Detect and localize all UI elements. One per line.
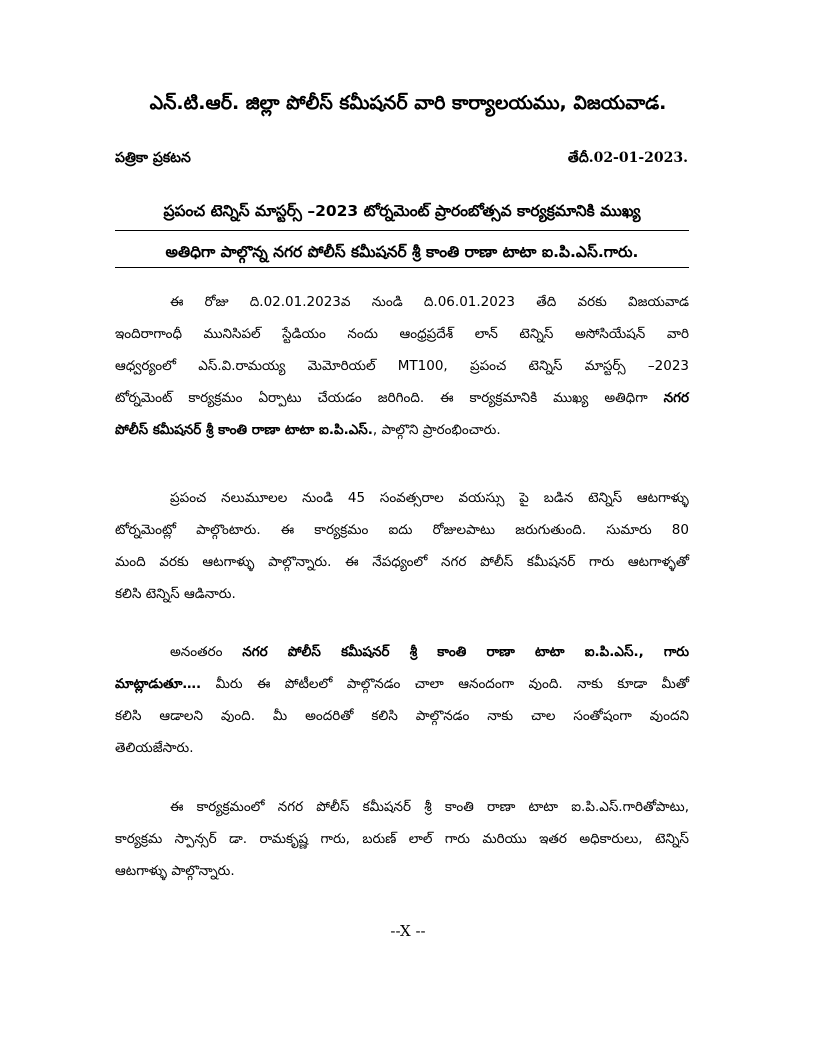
paragraph-line: టోర్నమెంట్లో పాల్గొంటారు. ఈ కార్యక్రమం ఐదు రోజులపాటు జరుగుతుంది. సుమారు 80 bbox=[115, 522, 689, 538]
paragraph-bold-text: మాట్లాడుతూ…. bbox=[115, 676, 202, 692]
paragraph-text: టోర్నమెంట్ కార్యక్రమం ఏర్పాటు చేయడం జరిగింది. ఈ కార్యక్రమానికి ముఖ్య అతిధిగా bbox=[115, 390, 664, 406]
paragraph-bold-text: నగర bbox=[663, 390, 689, 406]
paragraph-line: ప్రపంచ నలుమూలల నుండి 45 సంవత్సరాల వయస్సు పై బడిన టెన్నిస్ ఆటగాళ్ళు bbox=[170, 490, 689, 506]
paragraph-text: మీరు ఈ పోటీలలో పాల్గొనడం చాలా ఆనందంగా వుంది. నాకు కూడా మీతో bbox=[201, 676, 689, 692]
paragraph-line: కలిసి టెన్నిస్ ఆడినారు. bbox=[115, 586, 236, 602]
press-date: తేదీ.02-01-2023. bbox=[567, 150, 688, 166]
paragraph-line: ఆటగాళ్ళు పాల్గొన్నారు. bbox=[115, 863, 235, 879]
paragraph-line: మంది వరకు ఆటగాళ్ళు పాల్గొన్నారు. ఈ నేపధ్యంలో నగర పోలీస్ కమీషనర్ గారు ఆటగాళ్ళతో bbox=[115, 554, 689, 570]
paragraph-line: ఇందిరాగాంధీ మునిసిపల్ స్టేడియం నందు ఆంధ్రప్రదేశ్ లాన్ టెన్నిస్ అసోసియేషన్ వారి bbox=[115, 326, 689, 342]
headline-underline-1 bbox=[115, 230, 689, 231]
paragraph-line: కలిసి ఆడాలని వుంది. మీ అందరితో కలిసి పాల్గొనడం నాకు చాల సంతోషంగా వుందని bbox=[115, 708, 689, 724]
office-title: ఎన్.టి.ఆర్. జిల్లా పోలీస్ కమీషనర్ వారి కార్యాలయము, విజయవాడ. bbox=[149, 92, 667, 114]
headline-underline-2 bbox=[115, 267, 689, 268]
paragraph-line: ఆధ్వర్యంలో ఎస్.వి.రామయ్య మెమోరియల్ MT100, ప్రపంచ టెన్నిస్ మాస్టర్స్ –2023 bbox=[115, 358, 689, 374]
commissioner-name: పోలీస్ కమీషనర్ శ్రీ కాంతి రాణా టాటా ఐ.పి.ఎస్. bbox=[115, 422, 373, 438]
press-release-label: పత్రికా ప్రకటన bbox=[115, 150, 191, 166]
paragraph-line: ఈ కార్యక్రమంలో నగర పోలీస్ కమీషనర్ శ్రీ కాంతి రాణా టాటా ఐ.పి.ఎస్.గారితోపాటు, bbox=[170, 799, 689, 815]
paragraph-line bbox=[115, 420, 689, 440]
commissioner-name: నగర పోలీస్ కమీషనర్ శ్రీ కాంతి రాణా టాటా ఐ.పి.ఎస్., గారు bbox=[242, 644, 689, 660]
paragraph-line: ఈ రోజు ది.02.01.2023వ నుండి ది.06.01.2023 తేది వరకు విజయవాడ bbox=[170, 294, 689, 310]
paragraph-text: , పాల్గొని ప్రారంభించారు. bbox=[372, 422, 501, 438]
paragraph-text: అనంతరం bbox=[170, 644, 243, 660]
closing-mark: --X -- bbox=[390, 922, 426, 940]
paragraph-line bbox=[115, 642, 689, 662]
paragraph-line bbox=[115, 674, 689, 694]
paragraph-line bbox=[115, 388, 689, 408]
paragraph-line: తెలియజేసారు. bbox=[115, 740, 194, 756]
headline-line-1: ప్రపంచ టెన్నిస్ మాస్టర్స్ –2023 టోర్నమెంట్ ప్రారంబోత్సవ కార్యక్రమానికి ముఖ్య bbox=[163, 202, 641, 220]
paragraph-line: కార్యక్రమ స్పాన్సర్ డా. రామకృష్ణ గారు, బరుణ్ లాల్ గారు మరియు ఇతర అధికారులు, టెన్నిస్ bbox=[115, 831, 689, 847]
headline-line-2: అతిధిగా పాల్గొన్న నగర పోలీస్ కమీషనర్ శ్రీ కాంతి రాణా టాటా ఐ.పి.ఎస్.గారు. bbox=[165, 243, 639, 261]
